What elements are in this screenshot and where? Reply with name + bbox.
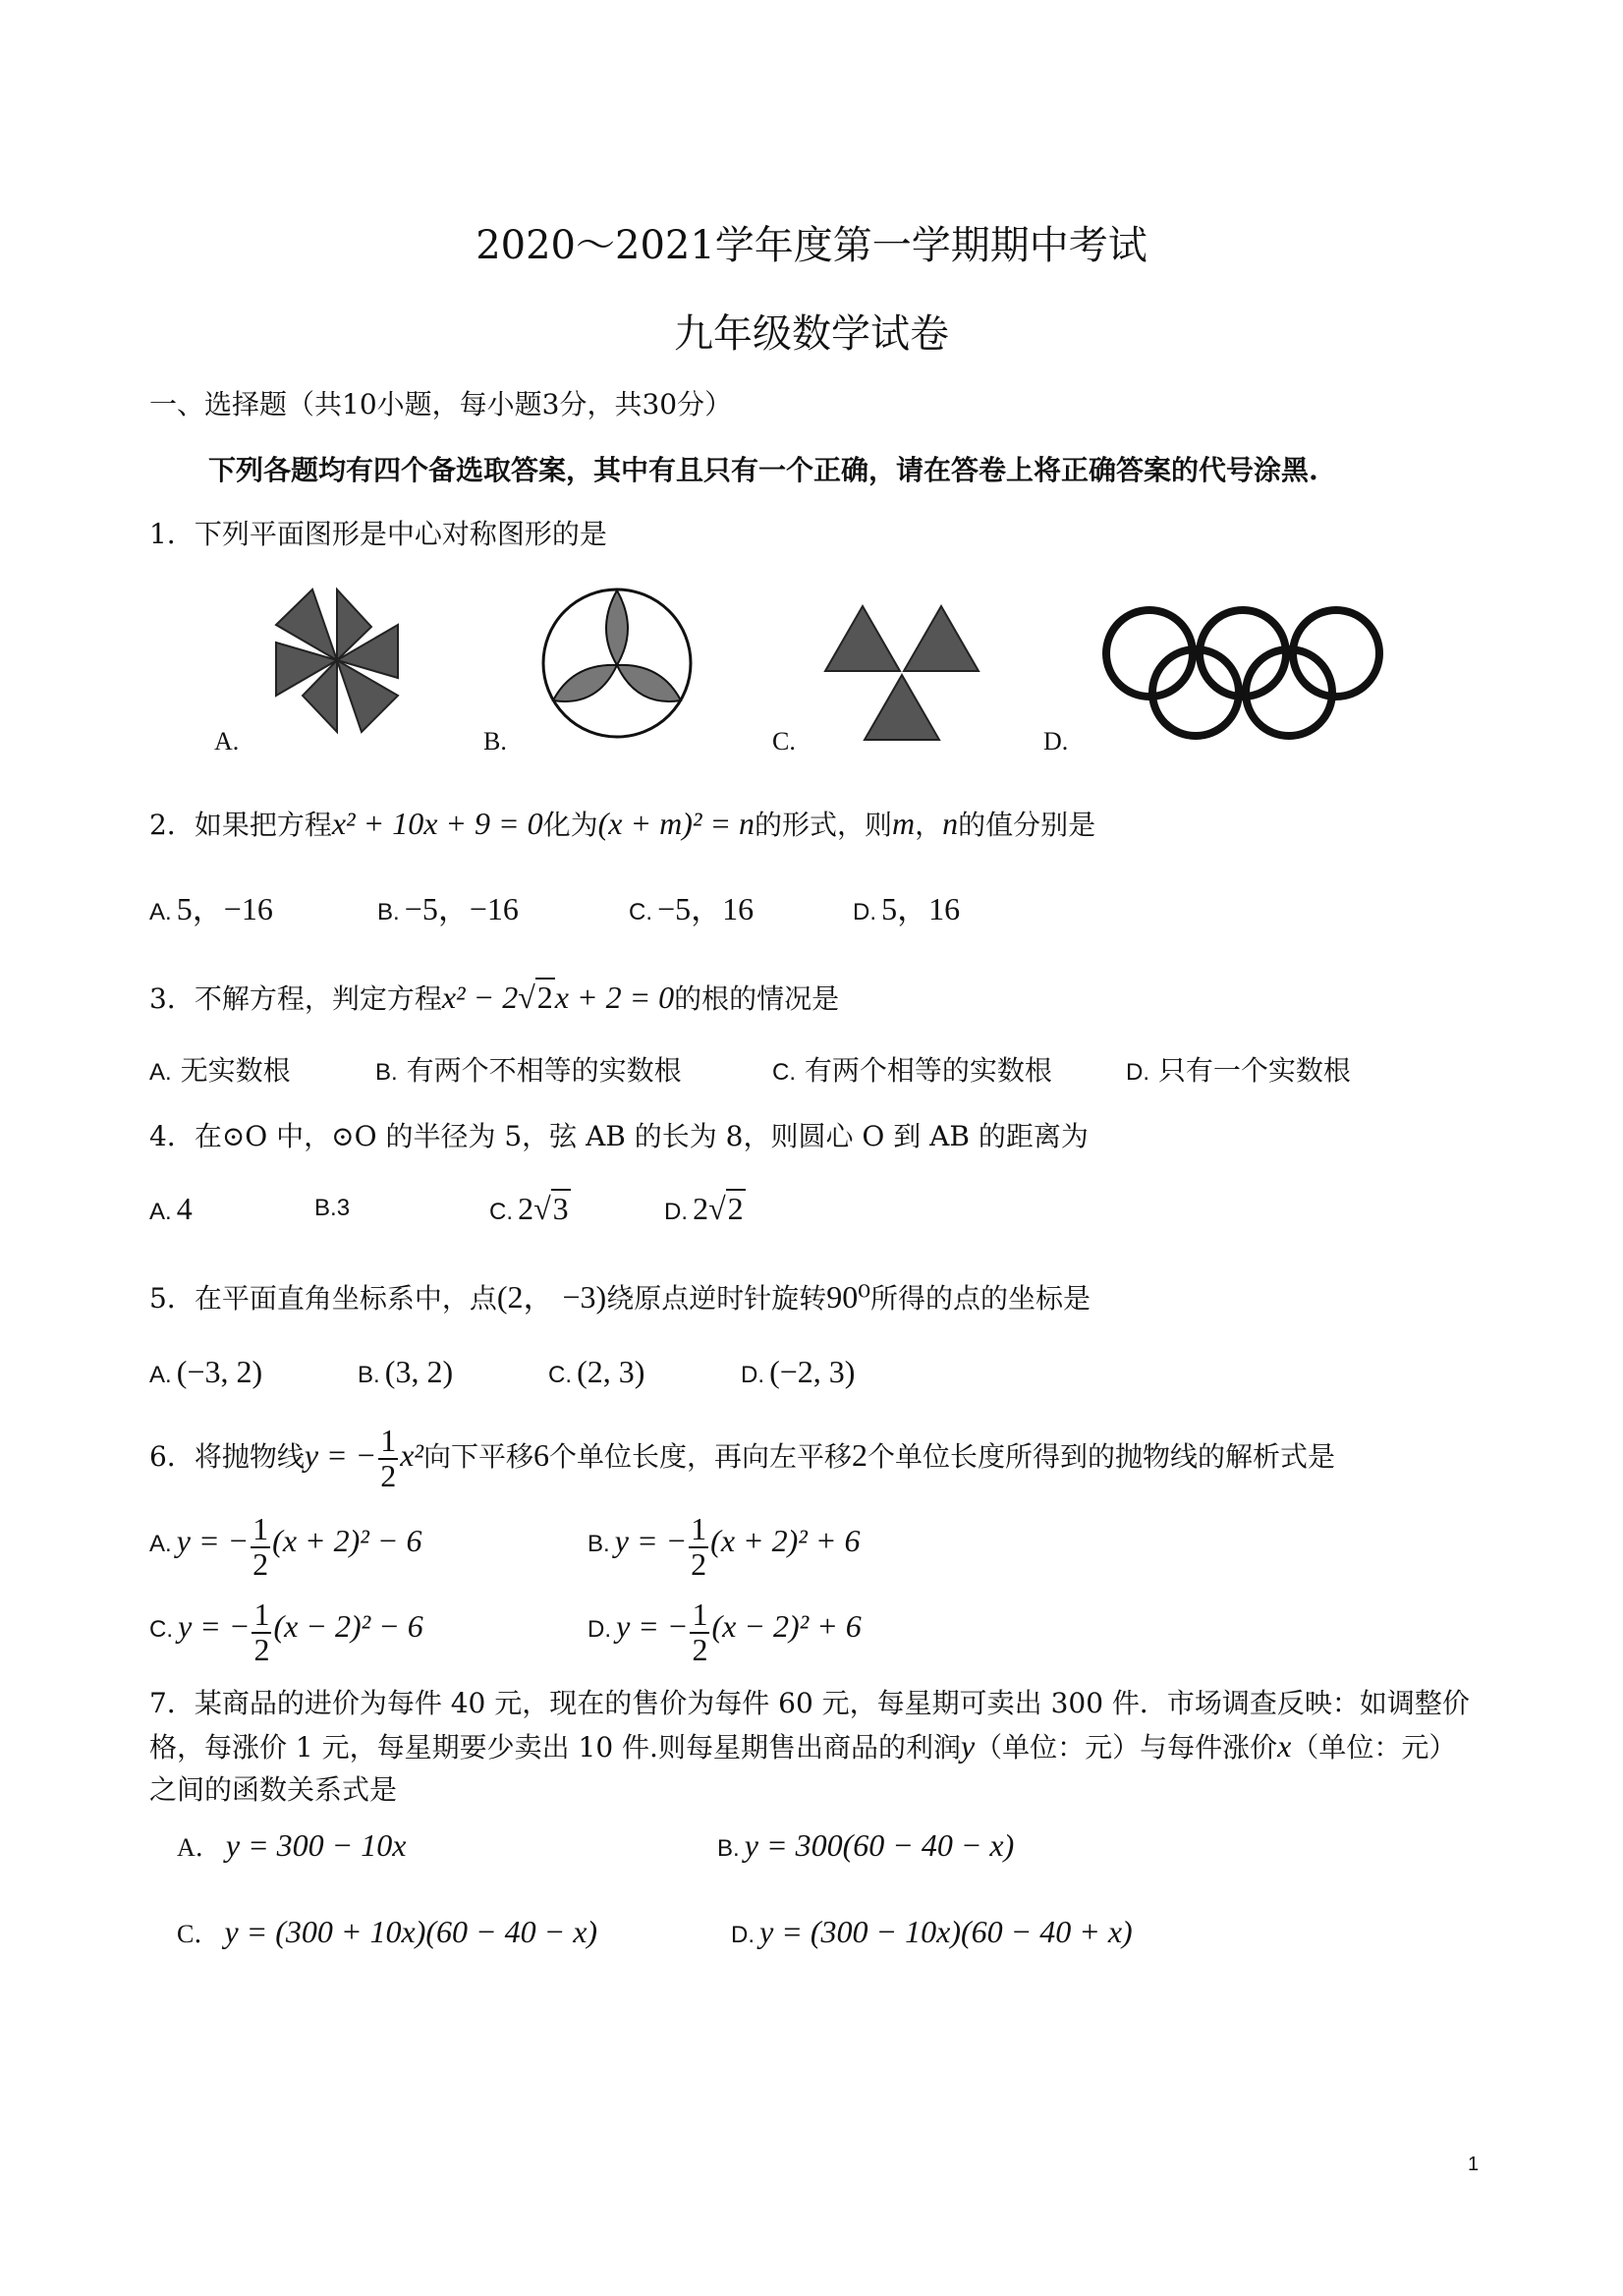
circle-leaves-figure: [538, 585, 696, 742]
q4-option-c: C. 2√3: [489, 1191, 569, 1226]
q2-suffix1: 的形式，则: [755, 809, 893, 841]
q7-option-c: C． y = (300 + 10x)(60 − 40 − x): [177, 1914, 598, 1949]
q6-option-c: C. y = − $\frac{1}{2}$ (x − 2)² − 6: [149, 1596, 423, 1667]
q4-option-d: D. 2√2: [664, 1191, 744, 1226]
q1-option-a-label: A.: [214, 727, 240, 756]
q2-equation: x² + 10x + 9 = 0: [331, 806, 543, 841]
q7-option-d: D. y = (300 − 10x)(60 − 40 + x): [731, 1914, 1133, 1949]
q4-stem: 4．在⊙O 中，⊙O 的半径为 5，弦 AB 的长为 8，则圆心 O 到 AB 的距离为: [149, 1120, 1089, 1152]
page-number: 1: [1468, 2154, 1480, 2175]
q7-line-2: 格，每涨价 1 元，每星期要少卖出 10 件.则每星期售出商品的利润y（单位：元）与每件涨价x（单位：元）: [149, 1728, 1457, 1764]
q1-stem: 1．下列平面图形是中心对称图形的是: [149, 518, 607, 550]
q7-line-1: 7．某商品的进价为每件 40 元，现在的售价为每件 60 元，每星期可卖出 300 件．市场调查反映：如调整价: [149, 1687, 1470, 1719]
q2-target-form: (x + m)² = n: [597, 806, 756, 841]
q2-mid: 化为: [542, 809, 598, 841]
q1-option-c-label: C.: [772, 727, 796, 756]
q7-option-a: A． y = 300 − 10x: [177, 1827, 407, 1863]
q2-stem: [149, 804, 1095, 843]
triangles-figure: [823, 604, 980, 742]
q2-n: n: [942, 806, 959, 841]
q3-option-c: C. 有两个相等的实数根: [772, 1054, 1052, 1087]
q2-option-b: B. −5，−16: [377, 891, 519, 926]
q5-stem: 5．在平面直角坐标系中，点(2， −3)绕原点逆时针旋转90⁰所得的点的坐标是: [149, 1279, 1091, 1315]
q3-option-d: D. 只有一个实数根: [1126, 1054, 1351, 1087]
q6-stem: 6．将抛物线y = − $\frac{1}{2}$ x²向下平移6个单位长度，再向左平移2个单位长度所得到的抛物线的解析式是: [149, 1423, 1336, 1493]
q1-option-d-label: D.: [1043, 727, 1069, 756]
q4-option-a: A. 4: [149, 1191, 193, 1226]
q3-option-b: B. 有两个不相等的实数根: [375, 1054, 682, 1087]
q2-comma: ，: [915, 809, 943, 841]
q6-option-d: D. y = − $\frac{1}{2}$ (x − 2)² + 6: [588, 1596, 862, 1667]
q5-option-d: D. (−2, 3): [741, 1354, 856, 1389]
q2-option-c: C. −5，16: [629, 891, 755, 926]
section-heading: 一、选择题（共10小题，每小题3分，共30分）: [149, 388, 733, 420]
q2-option-a: A. 5，−16: [149, 891, 273, 926]
q2-prefix: 2．如果把方程: [149, 809, 332, 841]
q5-option-a: A. (−3, 2): [149, 1354, 263, 1389]
exam-subtitle: 九年级数学试卷: [674, 311, 949, 357]
section-instruction: 下列各题均有四个备选取答案，其中有且只有一个正确，请在答卷上将正确答案的代号涂黑.: [208, 454, 1318, 486]
q7-option-b: B. y = 300(60 − 40 − x): [717, 1827, 1015, 1863]
q2-suffix2: 的值分别是: [958, 809, 1096, 841]
q2-m: m: [892, 806, 916, 841]
olympic-rings-figure: [1100, 599, 1385, 747]
q3-stem: 3．不解方程，判定方程x² − 2√2x + 2 = 0的根的情况是: [149, 980, 840, 1015]
q5-option-b: B. (3, 2): [358, 1354, 454, 1389]
q4-option-b: B.3: [314, 1195, 351, 1221]
q1-option-b-label: B.: [483, 727, 507, 756]
q2-option-d: D. 5，16: [853, 891, 961, 926]
q5-option-c: C. (2, 3): [548, 1354, 645, 1389]
q6-option-a: A. y = − $\frac{1}{2}$ (x + 2)² − 6: [149, 1511, 422, 1582]
pinwheel-figure: [263, 580, 411, 742]
q3-option-a: A. 无实数根: [149, 1054, 291, 1087]
q7-line-3: 之间的函数关系式是: [149, 1773, 398, 1806]
exam-title: 2020～2021学年度第一学期期中考试: [476, 223, 1147, 268]
q6-option-b: B. y = − $\frac{1}{2}$ (x + 2)² + 6: [588, 1511, 861, 1582]
